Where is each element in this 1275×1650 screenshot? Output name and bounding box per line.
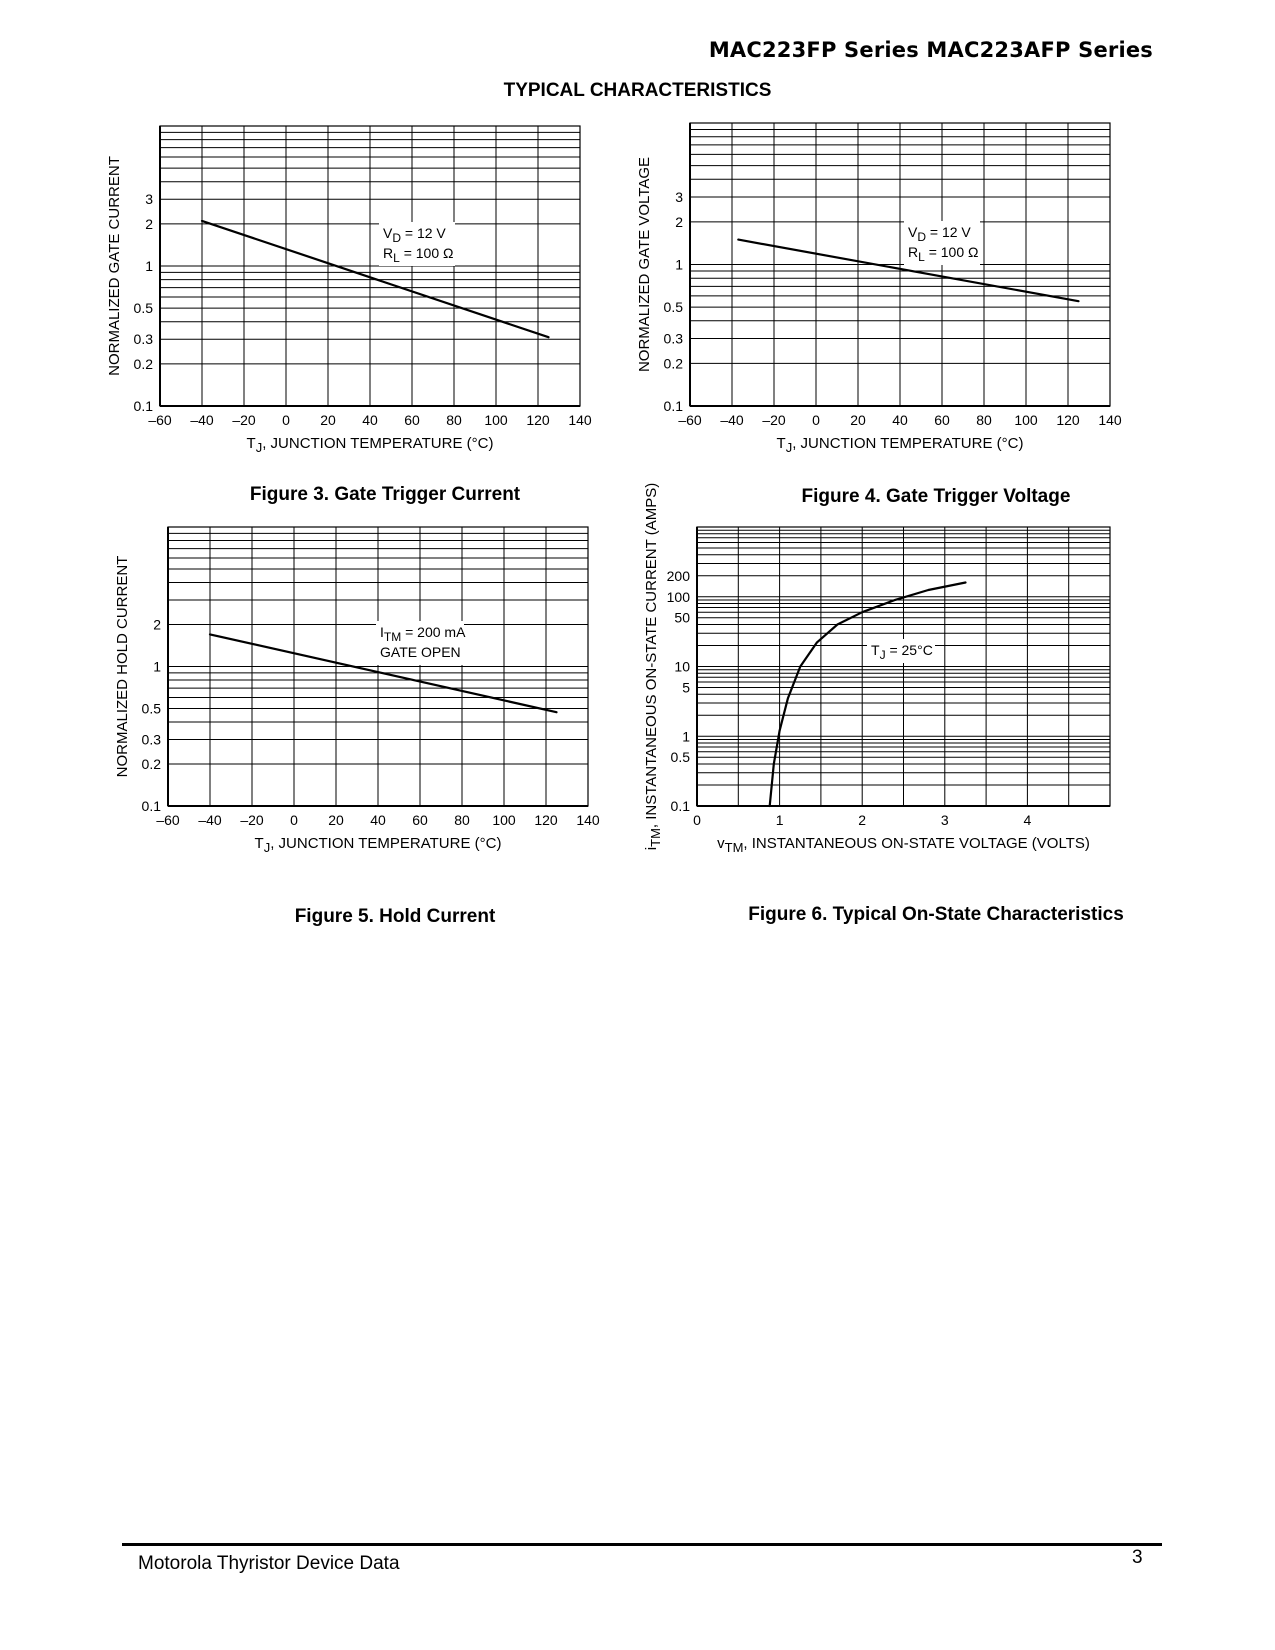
footer-page-number: 3 [1132, 1547, 1143, 1568]
y-tick-label: 0.1 [663, 398, 683, 414]
x-tick-label: 120 [1056, 412, 1080, 428]
x-tick-label: 20 [328, 812, 344, 828]
chart-fig3 [106, 126, 592, 455]
x-axis-label: TJ, JUNCTION TEMPERATURE (°C) [246, 435, 494, 455]
y-tick-label: 200 [666, 567, 690, 584]
chart-fig5 [114, 527, 600, 855]
y-tick-label: 0.1 [133, 398, 153, 414]
footer-rule [122, 1543, 1162, 1546]
x-tick-label: –60 [148, 412, 172, 428]
x-tick-label: –40 [190, 412, 214, 428]
x-tick-label: 120 [534, 812, 558, 828]
y-tick-label: 0.5 [663, 299, 683, 316]
x-tick-label: 80 [454, 812, 470, 828]
x-tick-label: –20 [232, 412, 256, 428]
x-tick-label: 100 [484, 412, 508, 428]
y-tick-label: 2 [675, 213, 683, 230]
x-tick-label: 60 [412, 812, 428, 828]
y-tick-label: 1 [682, 728, 690, 745]
x-axis-label: vTM, INSTANTANEOUS ON-STATE VOLTAGE (VOLTS) [717, 835, 1090, 855]
figure-3-caption: Figure 3. Gate Trigger Current [249, 484, 521, 505]
x-tick-label: 0 [290, 812, 298, 828]
x-tick-label: 1 [775, 812, 784, 828]
y-tick-label: 0.1 [670, 798, 690, 814]
y-tick-label: 10 [674, 658, 690, 675]
x-tick-label: 4 [1023, 812, 1032, 828]
x-tick-label: 60 [934, 412, 950, 428]
x-tick-label: –20 [762, 412, 786, 428]
y-tick-label: 0.2 [663, 355, 683, 372]
y-tick-label: 1 [675, 256, 683, 273]
y-tick-label: 0.1 [141, 798, 161, 814]
y-tick-label: 1 [153, 658, 161, 675]
x-tick-label: 60 [404, 412, 420, 428]
y-tick-label: 0.3 [663, 330, 683, 347]
y-tick-label: 5 [682, 679, 690, 696]
x-tick-label: 140 [568, 412, 592, 428]
y-tick-label: 0.5 [133, 300, 153, 317]
x-tick-label: –60 [678, 412, 702, 428]
x-tick-label: 80 [446, 412, 462, 428]
y-axis-label: NORMALIZED HOLD CURRENT [114, 555, 131, 778]
annotation-text: RL = 100 Ω [908, 244, 979, 264]
annotation-text: RL = 100 Ω [383, 245, 454, 265]
y-tick-label: 2 [145, 215, 153, 232]
annotation-text: VD = 12 V [383, 225, 446, 245]
x-tick-label: 0 [693, 812, 701, 828]
y-tick-label: 50 [674, 609, 690, 626]
footer-publication: Motorola Thyristor Device Data [138, 1553, 400, 1574]
x-tick-label: 40 [370, 812, 386, 828]
y-tick-label: 0.5 [141, 700, 161, 717]
y-tick-label: 0.3 [141, 731, 161, 748]
y-tick-label: 3 [675, 188, 683, 205]
y-axis-label: NORMALIZED GATE CURRENT [106, 156, 123, 376]
y-axis-label: iTM, INSTANTANEOUS ON-STATE CURRENT (AMPS) [643, 482, 663, 851]
figure-6-caption: Figure 6. Typical On-State Characteristics [748, 904, 1124, 925]
y-axis-label: NORMALIZED GATE VOLTAGE [636, 156, 653, 373]
y-tick-label: 0.2 [133, 355, 153, 372]
annotation-text: VD = 12 V [908, 224, 971, 244]
x-tick-label: 0 [282, 412, 290, 428]
annotation-text: ITM = 200 mA [380, 624, 466, 644]
x-tick-label: 140 [1098, 412, 1122, 428]
x-tick-label: 20 [320, 412, 336, 428]
x-tick-label: –20 [240, 812, 264, 828]
annotation-text: GATE OPEN [380, 644, 461, 660]
x-tick-label: 100 [492, 812, 516, 828]
x-axis-label: TJ, JUNCTION TEMPERATURE (°C) [776, 435, 1024, 455]
x-tick-label: 3 [940, 812, 949, 828]
x-tick-label: 80 [976, 412, 992, 428]
figure-4-caption: Figure 4. Gate Trigger Voltage [801, 486, 1071, 507]
x-axis-label: TJ, JUNCTION TEMPERATURE (°C) [254, 835, 502, 855]
annotation-text: TJ = 25°C [871, 642, 933, 662]
y-tick-label: 2 [153, 616, 161, 633]
chart-fig4 [636, 123, 1122, 455]
x-tick-label: 100 [1014, 412, 1038, 428]
y-tick-label: 3 [145, 191, 153, 208]
x-tick-label: 2 [858, 812, 867, 828]
x-tick-label: 40 [892, 412, 908, 428]
x-tick-label: –40 [198, 812, 222, 828]
chart-fig6 [643, 483, 1110, 855]
y-tick-label: 0.5 [670, 749, 690, 766]
y-tick-label: 0.2 [141, 756, 161, 773]
x-tick-label: 120 [526, 412, 550, 428]
section-title: TYPICAL CHARACTERISTICS [503, 80, 772, 101]
document-header-title: MAC223FP Series MAC223AFP Series [708, 38, 1153, 62]
x-tick-label: 20 [850, 412, 866, 428]
y-tick-label: 1 [145, 258, 153, 274]
y-tick-label: 0.3 [133, 331, 153, 348]
x-tick-label: –40 [720, 412, 744, 428]
series-line [202, 221, 549, 337]
figure-5-caption: Figure 5. Hold Current [294, 906, 496, 927]
x-tick-label: 40 [362, 412, 378, 428]
y-tick-label: 100 [666, 588, 690, 605]
x-tick-label: –60 [156, 812, 180, 828]
x-tick-label: 0 [812, 412, 820, 428]
x-tick-label: 140 [576, 812, 600, 828]
